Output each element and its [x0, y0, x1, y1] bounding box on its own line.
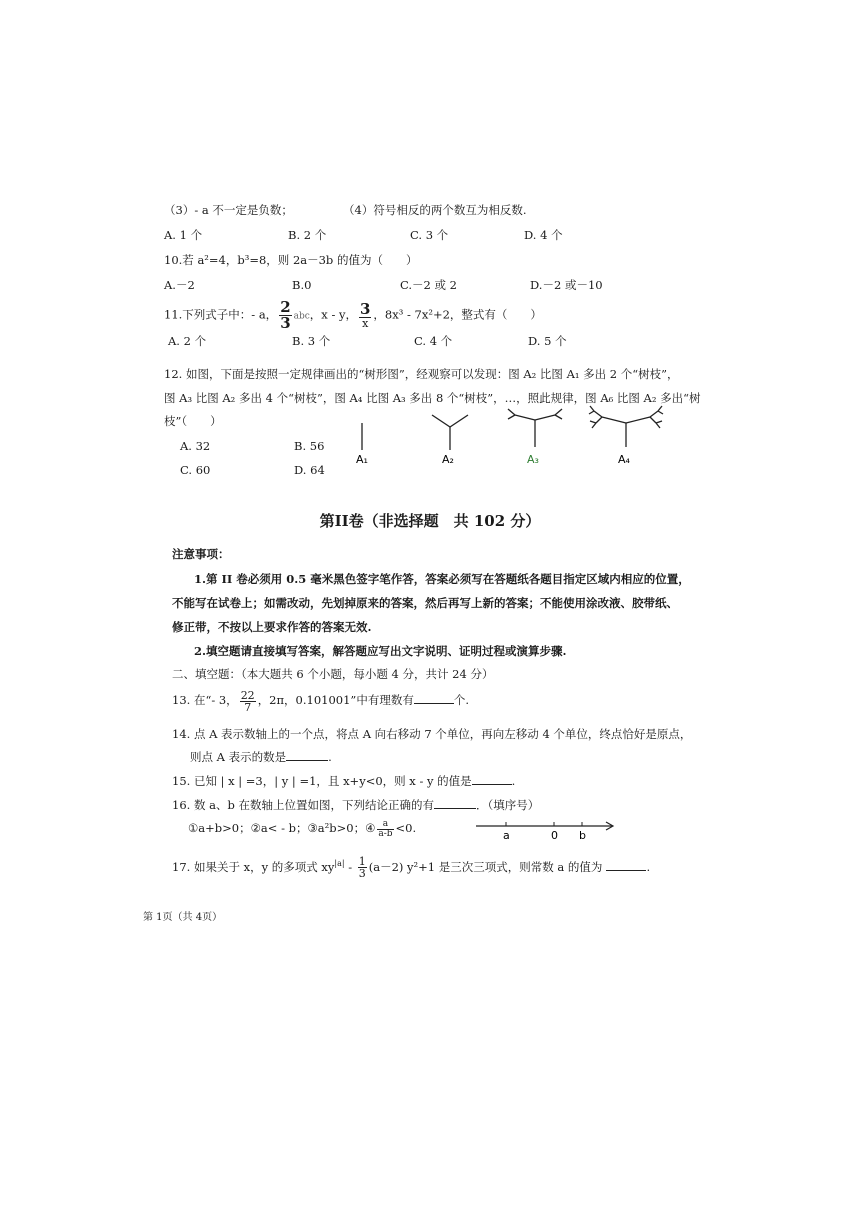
tree-diagram [340, 405, 680, 467]
part-heading: 二、填空题：（本大题共 6 个小题，每小题 4 分，共计 24 分） [172, 667, 494, 681]
number-line-label-a: a [503, 829, 510, 842]
tree-a2-branch [432, 415, 450, 427]
number-line [472, 816, 622, 842]
tree-label-a3: A₃ [527, 453, 539, 466]
q17: 17. 如果关于 x，y 的多项式 $xy^{|a|}$ - $\frac{1}{3}$ (a－2) y²+1 是三次三项式，则常数 a 的值为 . [172, 855, 651, 881]
q12-option-c: C. 60 [180, 463, 211, 477]
tree-a4-branch [626, 417, 650, 423]
q11-pre: 11.下列式子中：- a， [164, 307, 278, 322]
q9-option-b: B. 2 个 [288, 228, 327, 242]
q17-answer-blank[interactable] [606, 870, 646, 871]
q12-option-b: B. 56 [294, 439, 325, 453]
q10-option-b: B.0 [292, 278, 312, 292]
notice-1-line-1: 1.第 II 卷必须用 0.5 毫米黑色签字笔作答，答案必须写在答题纸各题目指定区域内相应的位置， [194, 572, 690, 586]
q13-fraction: $\frac{22}{7}$ [240, 688, 255, 714]
section-title: 第II卷（非选择题 共 102 分） [319, 512, 541, 530]
q11-fraction-1: $\frac{2}{3}$ [280, 298, 291, 332]
q9-statement-4: （4）符号相反的两个数互为相反数. [343, 203, 527, 217]
q15-answer-blank[interactable] [472, 784, 512, 785]
q16-answer-blank[interactable] [434, 808, 476, 809]
q12-option-d: D. 64 [294, 463, 325, 477]
q10-option-d: D.－2 或－10 [530, 278, 603, 292]
notice-1-line-2: 不能写在试卷上；如需改动，先划掉原来的答案，然后再写上新的答案；不能使用涂改液、胶带纸、 [172, 596, 678, 610]
q14-answer-blank[interactable] [286, 760, 328, 761]
q14-line-2: 则点 A 表示的数是 . [190, 750, 332, 764]
q11-stem: 11.下列式子中：- a， $\frac{2}{3}$ abc，x - y， $\frac{3}{x}$ ，8x³ - 7x²+2，整式有（ ） [164, 298, 542, 332]
q15: 15. 已知 | x | =3，| y | =1，且 x+y<0，则 x - y 的值是 . [172, 774, 516, 788]
q16-stem: 16. 数 a、b 在数轴上位置如图，下列结论正确的有 ．（填序号） [172, 798, 540, 812]
q13-answer-blank[interactable] [414, 703, 454, 704]
page-footer: 第 1页（共 4页） [143, 912, 223, 923]
tree-a2-branch [450, 415, 468, 427]
q13: 13. 在“- 3， $\frac{22}{7}$ ，2π，0.101001”中有理数有 个. [172, 688, 469, 714]
notice-title: 注意事项： [172, 547, 230, 561]
tree-label-a1: A₁ [356, 453, 368, 466]
q11-option-c: C. 4 个 [414, 334, 453, 348]
q11-option-d: D. 5 个 [528, 334, 567, 348]
q12-option-a: A. 32 [180, 439, 211, 453]
number-line-label-0: 0 [551, 829, 558, 842]
q9-option-c: C. 3 个 [410, 228, 449, 242]
q10-option-a: A.－2 [164, 278, 195, 292]
tree-a4-branch [602, 417, 626, 423]
notice-1-line-3: 修正带，不按以上要求作答的答案无效. [172, 620, 372, 634]
q11-option-a: A. 2 个 [168, 334, 207, 348]
tree-a3-branch [535, 415, 555, 420]
q17-fraction: $\frac{1}{3}$ [358, 855, 366, 881]
q10-option-c: C.－2 或 2 [400, 278, 457, 292]
tree-a3-branch [515, 415, 535, 420]
tree-label-a2: A₂ [442, 453, 454, 466]
q10-stem: 10.若 a²=4，b³=8，则 2a－3b 的值为（ ） [164, 253, 418, 267]
q16-fraction: $\frac{a}{a-b}$ [378, 818, 393, 839]
q9-statement-3: （3）- a 不一定是负数； [164, 203, 293, 217]
tree-label-a4: A₄ [618, 453, 630, 466]
q12-line-3: 枝”（ ） [164, 414, 222, 428]
q11-fraction-2: $\frac{3}{x}$ [359, 300, 371, 330]
q12-line-2: 图 A₃ 比图 A₂ 多出 4 个“树枝”，图 A₄ 比图 A₃ 多出 8 个“树枝”，…，照此规律，图 A₆ 比图 A₂ 多出“树 [164, 391, 701, 405]
notice-2: 2.填空题请直接填写答案，解答题应写出文字说明、证明过程或演算步骤. [194, 644, 567, 658]
q14-line-1: 14. 点 A 表示数轴上的一个点，将点 A 向右移动 7 个单位，再向左移动 4 个单位，终点恰好是原点， [172, 727, 692, 741]
q9-option-d: D. 4 个 [524, 228, 563, 242]
number-line-label-b: b [579, 829, 586, 842]
q11-option-b: B. 3 个 [292, 334, 331, 348]
q12-line-1: 12. 如图，下面是按照一定规律画出的“树形图”，经观察可以发现：图 A₂ 比图 A₁ 多出 2 个“树枝”， [164, 367, 679, 381]
q16-items: ①a+b>0；②a< - b；③a²b>0；④ $\frac{a}{a-b}$ <0. [188, 818, 417, 839]
q9-option-a: A. 1 个 [164, 228, 203, 242]
